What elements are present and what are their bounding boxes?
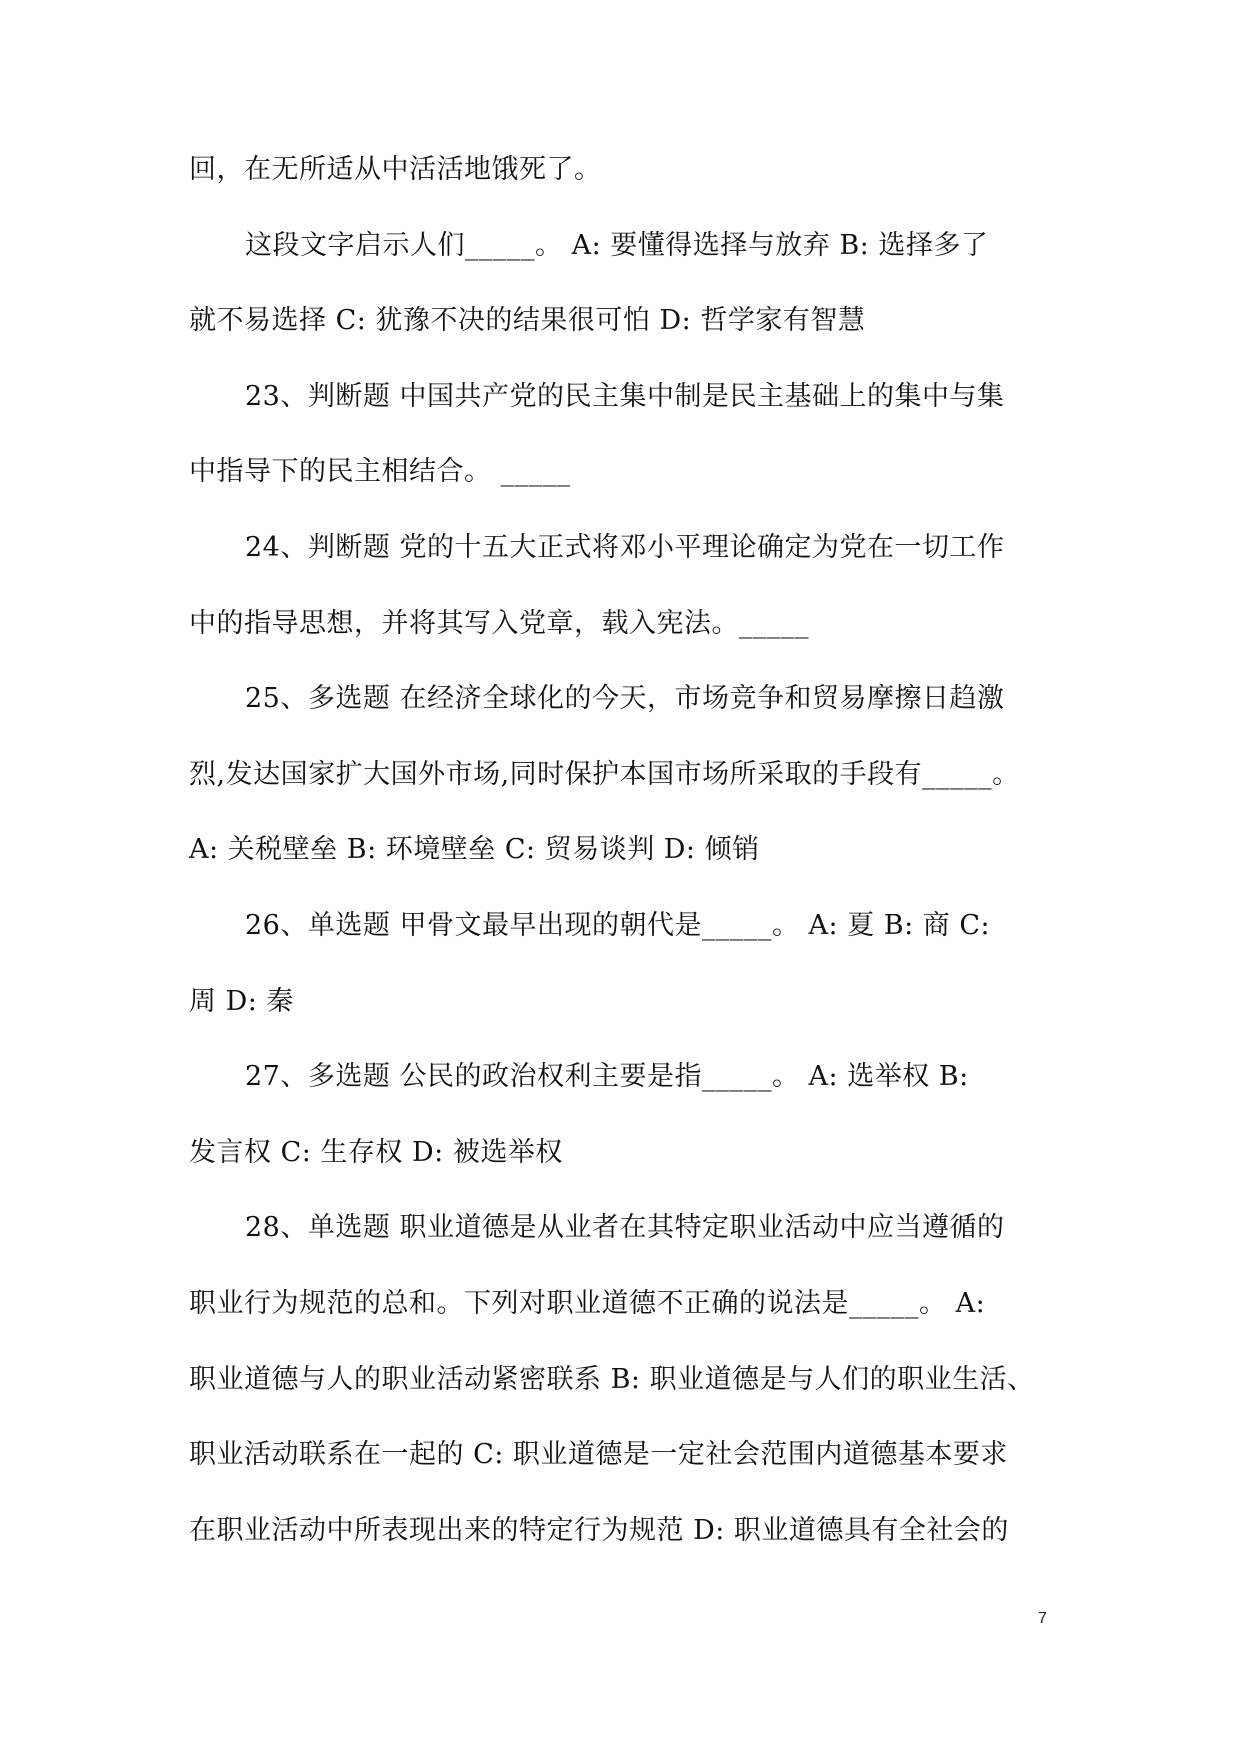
question-28-line-1: 28、单选题 职业道德是从业者在其特定职业活动中应当遵循的 <box>245 1212 1005 1244</box>
question-24-line-2: 中的指导思想，并将其写入党章，载入宪法。_____ <box>189 607 809 639</box>
question-27-line-2: 发言权 C: 生存权 D: 被选举权 <box>189 1136 563 1168</box>
question-24-line-1: 24、判断题 党的十五大正式将邓小平理论确定为党在一切工作 <box>245 531 1005 563</box>
question-28-line-3: 职业道德与人的职业活动紧密联系 B: 职业道德是与人们的职业生活、 <box>189 1363 1035 1395</box>
question-27-line-1: 27、多选题 公民的政治权利主要是指_____。 A: 选举权 B: <box>245 1061 969 1093</box>
question-23-line-1: 23、判断题 中国共产党的民主集中制是民主基础上的集中与集 <box>245 380 1005 412</box>
question-26-line-2: 周 D: 秦 <box>189 985 294 1017</box>
text-line-1: 回，在无所适从中活活地饿死了。 <box>189 154 602 185</box>
question-23-line-2: 中指导下的民主相结合。 _____ <box>189 456 571 488</box>
question-28-line-4: 职业活动联系在一起的 C: 职业道德是一定社会范围内道德基本要求 <box>189 1439 1008 1471</box>
text-line-3: 就不易选择 C: 犹豫不决的结果很可怕 D: 哲学家有智慧 <box>189 305 866 337</box>
question-28-line-2: 职业行为规范的总和。下列对职业道德不正确的说法是_____。 A: <box>189 1287 986 1319</box>
question-25-options: A: 关税壁垒 B: 环境壁垒 C: 贸易谈判 D: 倾销 <box>189 834 760 866</box>
body-text <box>189 132 1055 1568</box>
question-26-line-1: 26、单选题 甲骨文最早出现的朝代是_____。 A: 夏 B: 商 C: <box>245 909 991 941</box>
page-number: 7 <box>1038 1610 1047 1627</box>
question-25-line-1: 25、多选题 在经济全球化的今天，市场竞争和贸易摩擦日趋激 <box>245 683 1005 715</box>
question-28-line-5: 在职业活动中所表现出来的特定行为规范 D: 职业道德具有全社会的 <box>189 1514 1009 1546</box>
question-25-line-2: 烈,发达国家扩大国外市场,同时保护本国市场所采取的手段有_____。 <box>189 758 1020 790</box>
text-line-2: 这段文字启示人们_____。 A: 要懂得选择与放弃 B: 选择多了 <box>245 229 989 261</box>
